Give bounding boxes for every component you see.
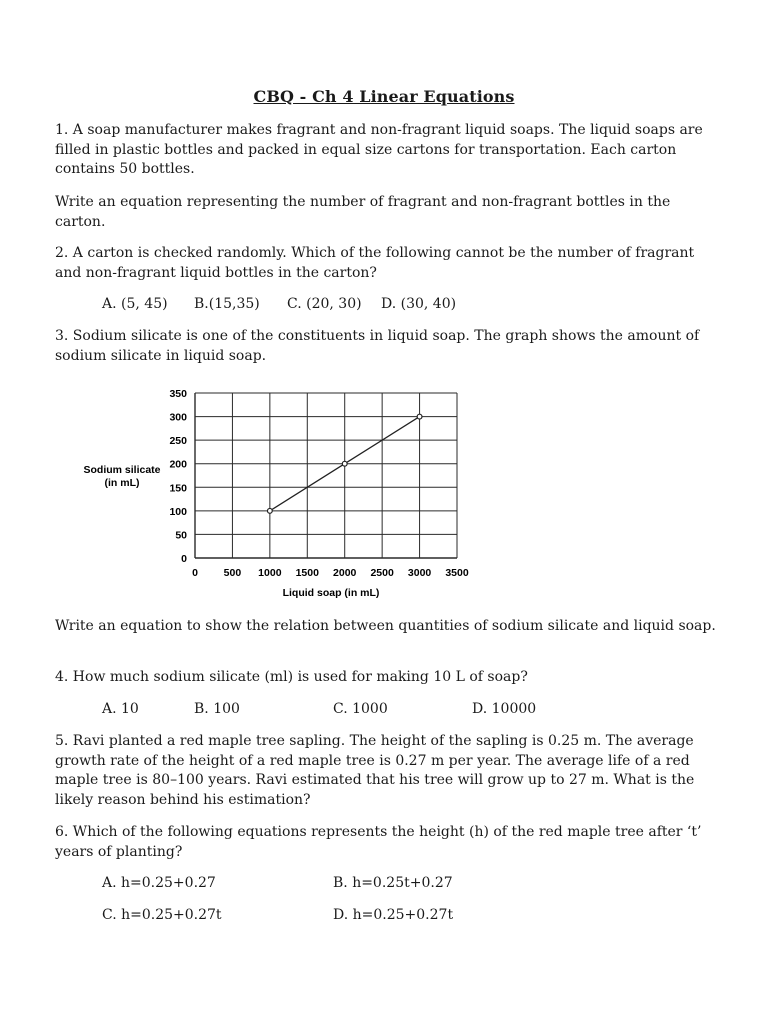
x-tick-label: 2000 xyxy=(333,567,357,579)
q2-option-a: A. (5, 45) xyxy=(102,296,168,312)
q5-text: 5. Ravi planted a red maple tree sapling. The height of the sapling is 0.25 m. The average growth rate of the height of a red maple tree is 0.27 m per year. The average life of a red maple tree is 80–100 years. Ravi estimated that his tree will grow up to 27 m. What is the likely reason behind his estimation? xyxy=(55,733,695,808)
q6-option-c: C. h=0.25+0.27t xyxy=(102,907,222,923)
q2-option-d: D. (30, 40) xyxy=(381,296,457,312)
q1-text: 1. A soap manufacturer makes fragrant and non-fragrant liquid soaps. The liquid soaps are filled in plastic bottles and packed in equal size cartons for transportation. Each carton contains 50 bottles. xyxy=(55,122,703,177)
q2-option-b: B.(15,35) xyxy=(194,296,260,312)
y-tick-label: 300 xyxy=(169,411,187,424)
y-tick-label: 250 xyxy=(169,435,187,448)
y-tick-label: 100 xyxy=(169,505,187,518)
q2-option-c: C. (20, 30) xyxy=(287,296,362,312)
q4-option-b: B. 100 xyxy=(194,701,240,717)
x-tick-label: 3000 xyxy=(407,567,432,579)
data-point xyxy=(267,508,272,513)
q4-option-d: D. 10000 xyxy=(472,701,537,717)
x-axis-label: Liquid soap (in mL) xyxy=(282,587,380,599)
y-tick-label: 0 xyxy=(181,553,187,565)
q6-option-b: B. h=0.25t+0.27 xyxy=(333,875,453,891)
y-tick-label: 150 xyxy=(169,482,187,495)
x-tick-label: 1500 xyxy=(295,567,319,579)
data-point xyxy=(342,461,347,466)
y-tick-label: 200 xyxy=(169,458,187,471)
q6-option-d: D. h=0.25+0.27t xyxy=(333,907,454,923)
y-axis-label-line2: (in mL) xyxy=(104,477,140,489)
q6-option-a: A. h=0.25+0.27 xyxy=(102,875,216,891)
q6-text: 6. Which of the following equations represents the height (h) of the red maple tree after ‘t’ years of planting? xyxy=(55,824,702,860)
x-tick-label: 2500 xyxy=(370,567,394,579)
y-tick-label: 350 xyxy=(169,388,187,400)
q4-option-a: A. 10 xyxy=(102,701,139,717)
x-tick-label: 0 xyxy=(192,567,198,579)
q3-task: Write an equation to show the relation between quantities of sodium silicate and liquid soap. xyxy=(55,618,716,634)
x-tick-label: 1000 xyxy=(258,567,282,579)
q3-text: 3. Sodium silicate is one of the constituents in liquid soap. The graph shows the amount of sodium silicate in liquid soap. xyxy=(55,328,700,364)
x-tick-label: 3500 xyxy=(445,567,469,579)
q4-option-c: C. 1000 xyxy=(333,701,388,717)
data-point xyxy=(417,414,422,419)
y-axis-label-line1: Sodium silicate xyxy=(83,464,161,476)
q2-text: 2. A carton is checked randomly. Which of the following cannot be the number of fragrant and non-fragrant liquid bottles in the carton? xyxy=(55,245,695,281)
y-tick-label: 50 xyxy=(175,529,187,542)
q4-text: 4. How much sodium silicate (ml) is used for making 10 L of soap? xyxy=(55,669,528,685)
worksheet-title: CBQ - Ch 4 Linear Equations xyxy=(253,87,515,106)
x-tick-label: 500 xyxy=(223,567,242,579)
q1-task: Write an equation representing the number of fragrant and non-fragrant bottles in the carton. xyxy=(55,194,671,230)
sodium-silicate-chart xyxy=(72,380,482,602)
